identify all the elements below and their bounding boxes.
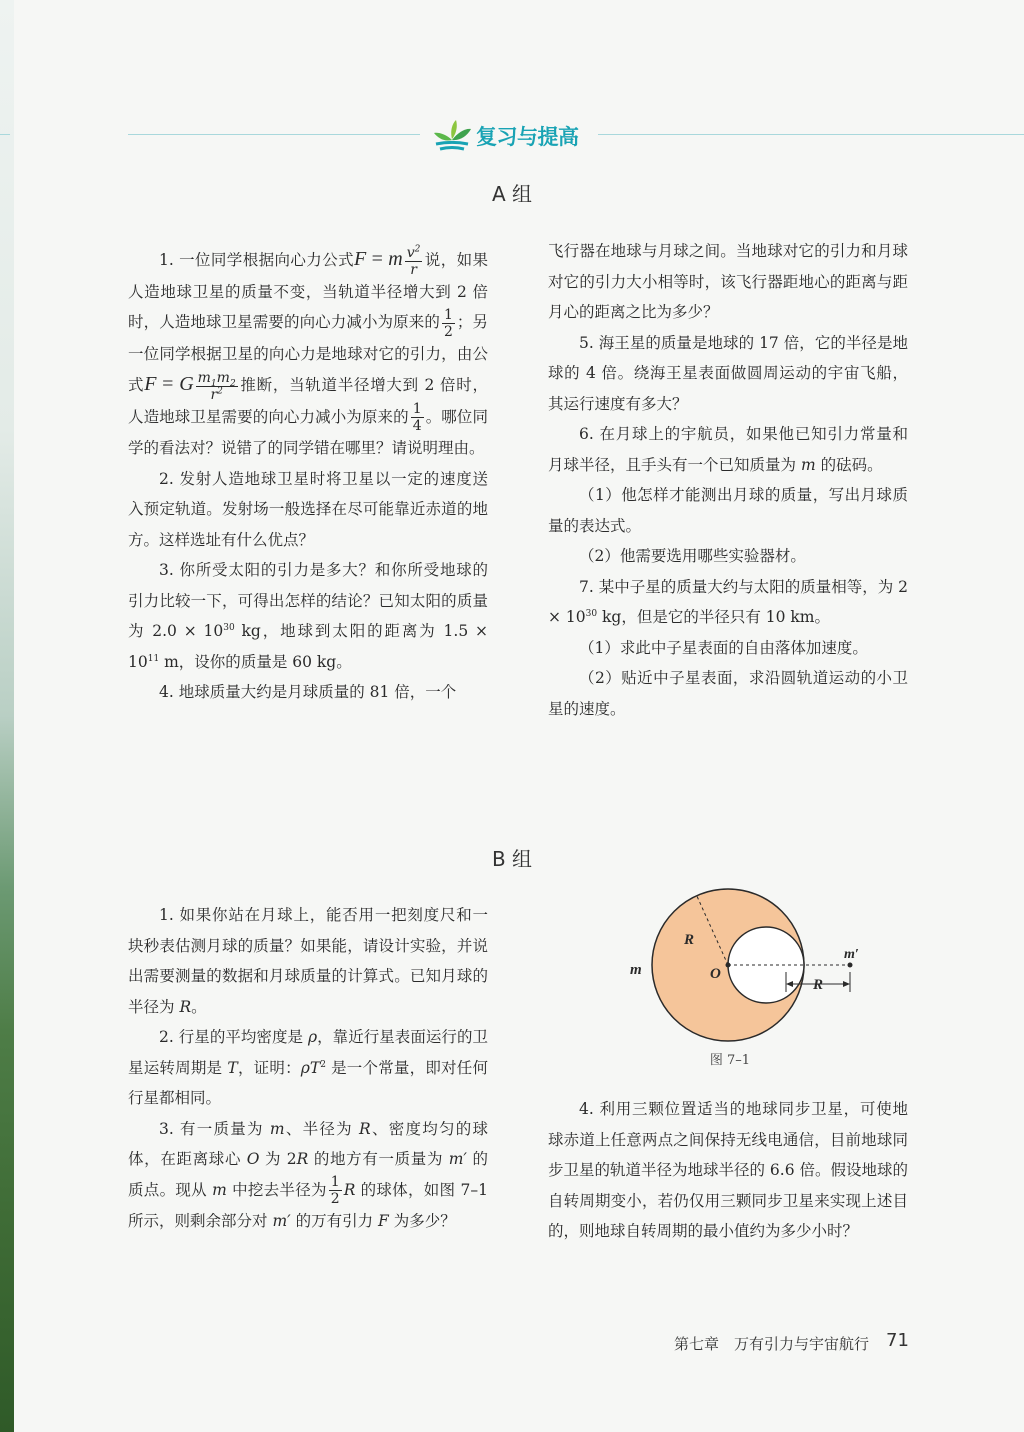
question-a6-part2: （2）他需要选用哪些实验器材。: [579, 547, 806, 565]
section-header: [0, 118, 1024, 152]
question-b2: 2. 行星的平均密度是 ρ，靠近行星表面运行的卫星运转周期是 T，证明：$\rho T^2$ 是一个常量，即对任何行星都相同。: [128, 1028, 488, 1107]
question-a2: 2. 发射人造地球卫星时将卫星以一定的速度送入预定轨道。发射场一般选择在尽可能靠近赤道的地方。这样选址有什么优点？: [128, 469, 488, 549]
group-a-title: A 组: [491, 182, 533, 206]
question-a7: 7. 某中子星的质量大约与太阳的质量相等，为 $2 \times 10^{30}$ kg，但是它的半径只有 10 km。: [548, 577, 909, 626]
point-mass-m-prime: [848, 963, 853, 968]
question-b3: 3. 有一质量为 m、半径为 R、密度均匀的球体，在距离球心 O 为 2R 的地方有一质量为 m′ 的质点。现从 m 中挖去半径为 $\frac{1}{2}$ R 的球体，如图 7–1 所示，则剩余部分对 m′ 的万有引力 F 为多少？: [128, 1119, 489, 1230]
question-b4: 4. 利用三颗位置适当的地球同步卫星，可使地球赤道上任意两点之间保持无线电通信，目前地球同步卫星的轨道半径为地球半径的 6.6 倍。假设地球的自转周期变小，若仍仅用三颗同步卫星来实现上述目的，则地球自转周期的最小值约为多少小时？: [548, 1100, 909, 1240]
header-rule: [128, 134, 420, 135]
fraction-one-quarter: $\frac{1}{4}$: [412, 401, 422, 434]
page-number: 71: [886, 1330, 909, 1351]
question-a6: 6. 在月球上的宇航员，如果他已知引力常量和月球半径，且手头有一个已知质量为 m 的砝码。: [548, 425, 908, 474]
question-a1: 1. 一位同学根据向心力公式F = m $\frac{v^2}{r}$ 说，如果人造地球卫星的质量不变，当轨道半径增大到 2 倍时，人造地球卫星需要的向心力减小为原来的 $\frac{1}{2}$ ；另一位同学根据卫星的向心力是地球对它的引力，由公式F = G $\frac{m_1m_2}{r^2}$ 推断，当轨道半径增大到 2 倍时，人造地球卫星需要的向心力减小为原来的 $\frac{1}{4}$ 。哪位同学的看法对？说错了的同学错在哪里？请说明理由。: [128, 243, 488, 457]
label-O: O: [710, 966, 721, 982]
label-R-radius: R: [684, 932, 695, 948]
center-point-O: [726, 963, 731, 968]
group-a-left-column: [128, 244, 488, 708]
fraction-one-half: $\frac{1}{2}$: [443, 306, 453, 340]
fraction-one-half-b3: $\frac{1}{2}$: [330, 1174, 340, 1207]
question-a4-start: 4. 地球质量大约是月球质量的 81 倍，一个: [159, 683, 457, 701]
sprout-logo-icon: [432, 118, 472, 152]
header-rule-left: [0, 134, 10, 135]
question-a7-part1: （1）求此中子星表面的自由落体加速度。: [579, 638, 868, 657]
header-rule-right: [598, 134, 1024, 135]
question-a4-continued: 飞行器在地球与月球之间。当地球对它的引力和月球对它的引力大小相等时，该飞行器距地心的距离与距月心的距离之比为多少？: [548, 242, 908, 321]
left-edge-photo-strip: [0, 0, 14, 1432]
question-a7-part2: （2）贴近中子星表面，求沿圆轨道运动的小卫星的速度。: [548, 669, 908, 718]
group-b-left-column: [128, 900, 488, 1237]
group-b-right-column: [548, 1094, 908, 1247]
section-title: 复习与提高: [476, 125, 579, 149]
question-a5: 5. 海王星的质量是地球的 17 倍，它的半径是地球的 4 倍。绕海王星表面做圆周运动的宇宙飞船，其运行速度有多大？: [548, 333, 908, 413]
question-a3: 3. 你所受太阳的引力是多大？和你所受地球的引力比较一下，可得出怎样的结论？已知太阳的质量为 $2.0 \times 10^{30}$ kg，地球到太阳的距离为 $1.5 \times 10^{11}$ m，设你的质量是 60 kg。: [128, 561, 488, 671]
label-m: m: [630, 962, 642, 978]
label-m-prime: m′: [844, 947, 859, 962]
group-b-title: B 组: [491, 847, 533, 871]
fraction-m1m2-over-r2: $\frac{m_1m_2}{r^2}$: [197, 369, 236, 403]
question-a6-part1: （1）他怎样才能测出月球的质量，写出月球质量的表达式。: [548, 486, 908, 535]
group-a-right-column: [548, 236, 908, 724]
label-R-distance: R: [813, 977, 824, 993]
dimension-arrow-right: [843, 981, 850, 987]
figure-caption: 图 7–1: [709, 1053, 751, 1068]
fraction-v2-over-r: $\frac{v^2}{r}$: [406, 243, 421, 278]
chapter-footer: 第七章 万有引力与宇宙航行: [674, 1335, 870, 1353]
question-b1: 1. 如果你站在月球上，能否用一把刻度尺和一块秒表估测月球的质量？如果能，请设计实验，并说出需要测量的数据和月球质量的计算式。已知月球的半径为 R。: [128, 906, 488, 1016]
